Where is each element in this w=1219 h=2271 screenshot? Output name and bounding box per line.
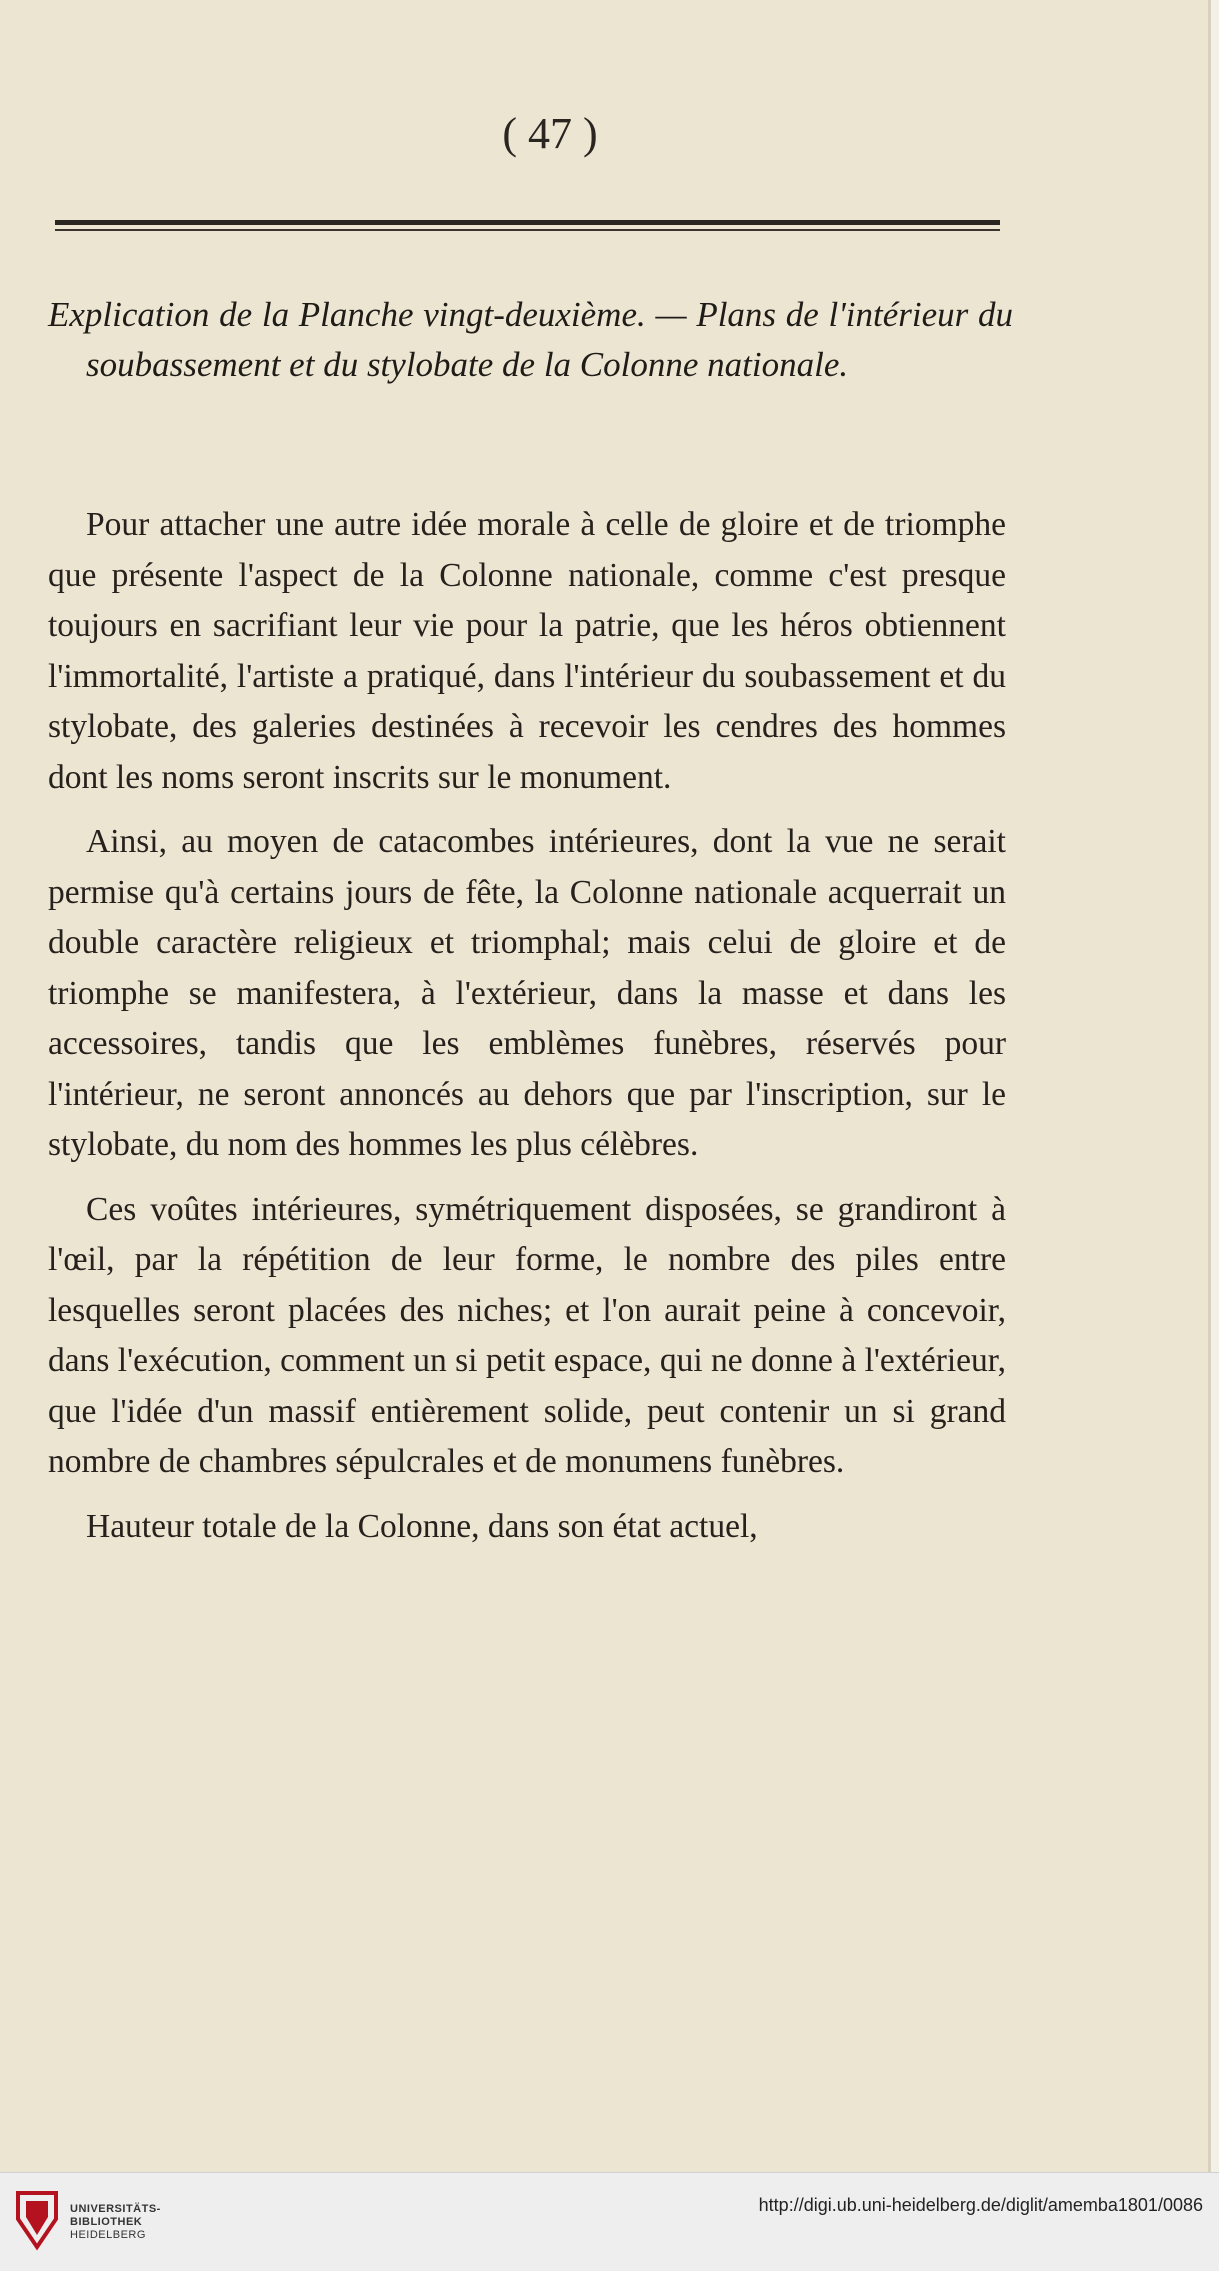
paragraph: Ainsi, au moyen de catacombes intérieures, dont la vue ne serait permise qu'à certains jours de fête, la Colonne nationale acquerrait un double caractère religieux et triomphal; mais celui de gloire et de triomphe se manifestera, à l'extérieur, dans la masse et dans les accessoires, tandis que les emblèmes funèbres, réservés pour l'intérieur, ne seront annoncés au dehors que par l'inscription, sur le stylobate, du nom des hommes les plus célèbres. [48,823,1006,1163]
paragraph: Hauteur totale de la Colonne, dans son état actuel, [86,1507,758,1545]
header-rule [55,220,1000,225]
paragraph: Ces voûtes intérieures, symétriquement disposées, se grandiront à l'œil, par la répétition de leur forme, le nombre des piles entre lesquelles seront placées des niches; et l'on aurait peine à concevoir, dans l'exécution, comment un si petit espace, qui ne donne à l'extérieur, que l'idée d'un massif entièrement solide, peut contenir un si grand nombre de chambres sépulcrales et de monumens funèbres. [48,1190,1006,1480]
library-name: UNIVERSITÄTS- BIBLIOTHEK HEIDELBERG [70,2203,161,2241]
viewer-footer [0,2172,1219,2271]
paragraph: Pour attacher une autre idée morale à celle de gloire et de triomphe que présente l'aspect de la Colonne nationale, comme c'est presque toujours en sacrifiant leur vie pour la patrie, que les héros obtiennent l'immortalité, l'artiste a pratiqué, dans l'intérieur du soubassement et du stylobate, des galeries destinées à recevoir les cendres des hommes dont les noms seront inscrits sur le monument. [48,506,1006,796]
library-logo-icon [12,2189,62,2251]
page-number: ( 47 ) [502,109,598,158]
header-rule-thin [55,229,1000,231]
plate-caption: Explication de la Planche vingt-deuxième. — Plans de l'intérieur du soubassement et du stylobate de la Colonne nationale. [48,295,1013,384]
source-url[interactable]: http://digi.ub.uni-heidelberg.de/diglit/amemba1801/0086 [758,2195,1203,2215]
body-text [48,500,1006,1566]
